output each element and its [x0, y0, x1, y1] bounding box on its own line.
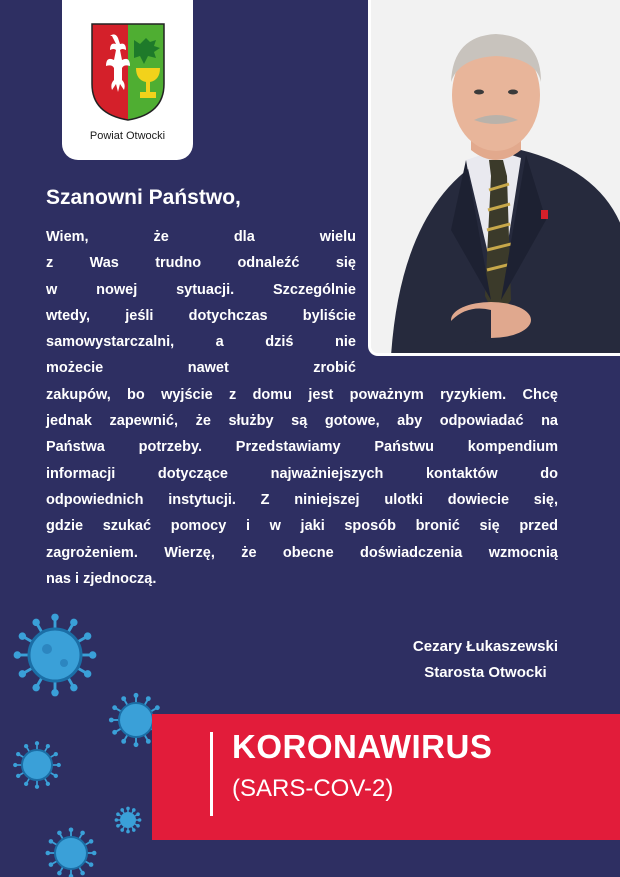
text-line: informacji dotyczące najważniejszych kontaktów do: [46, 465, 558, 482]
signature: [413, 634, 558, 686]
text-line: Wiem, że dla wielu: [46, 229, 356, 245]
virus-icon: [108, 800, 148, 840]
greeting-heading: Szanowni Państwo,: [46, 186, 241, 209]
letter-body-narrow: [46, 224, 356, 382]
coat-of-arms-card: [62, 0, 193, 160]
banner-divider: [210, 732, 213, 816]
coat-of-arms-icon: [90, 22, 166, 122]
virus-icon: [36, 818, 106, 877]
text-line: jednak zapewnić, że służby są gotowe, aby odpowiadać na: [46, 413, 558, 430]
text-line: możecie nawet zrobić: [46, 360, 356, 377]
banner-title: KORONAWIRUS: [232, 728, 493, 765]
text-line: Państwa potrzeby. Przedstawiamy Państwu kompendium: [46, 439, 558, 456]
banner-subtitle: (SARS-COV-2): [232, 775, 394, 802]
text-line: wtedy, jeśli dotychczas byliście: [46, 307, 356, 324]
signature-title: Starosta Otwocki: [424, 664, 547, 681]
letter-body: [46, 224, 558, 592]
text-line: w nowej sytuacji. Szczególnie: [46, 281, 356, 298]
county-name: Powiat Otwocki: [89, 130, 166, 142]
text-line: zagrożeniem. Wierzę, że obecne doświadczenia wzmocnią: [46, 544, 558, 561]
text-line: gdzie szukać pomocy i w jaki sposób bronić się przed: [46, 518, 558, 535]
virus-icon: [0, 600, 110, 710]
virus-icon: [2, 730, 72, 800]
text-line: odpowiednich instytucji. Z niniejszej ulotki dowiecie się,: [46, 491, 558, 508]
letter-body-wide: [46, 382, 558, 592]
text-line: zakupów, bo wyjście z domu jest poważnym ryzykiem. Chcę: [46, 386, 558, 403]
text-line: samowystarczalni, a dziś nie: [46, 334, 356, 351]
text-line: z Was trudno odnaleźć się: [46, 255, 356, 272]
text-line: nas i zjednoczą.: [46, 570, 157, 587]
signature-name: Cezary Łukaszewski: [412, 638, 558, 655]
